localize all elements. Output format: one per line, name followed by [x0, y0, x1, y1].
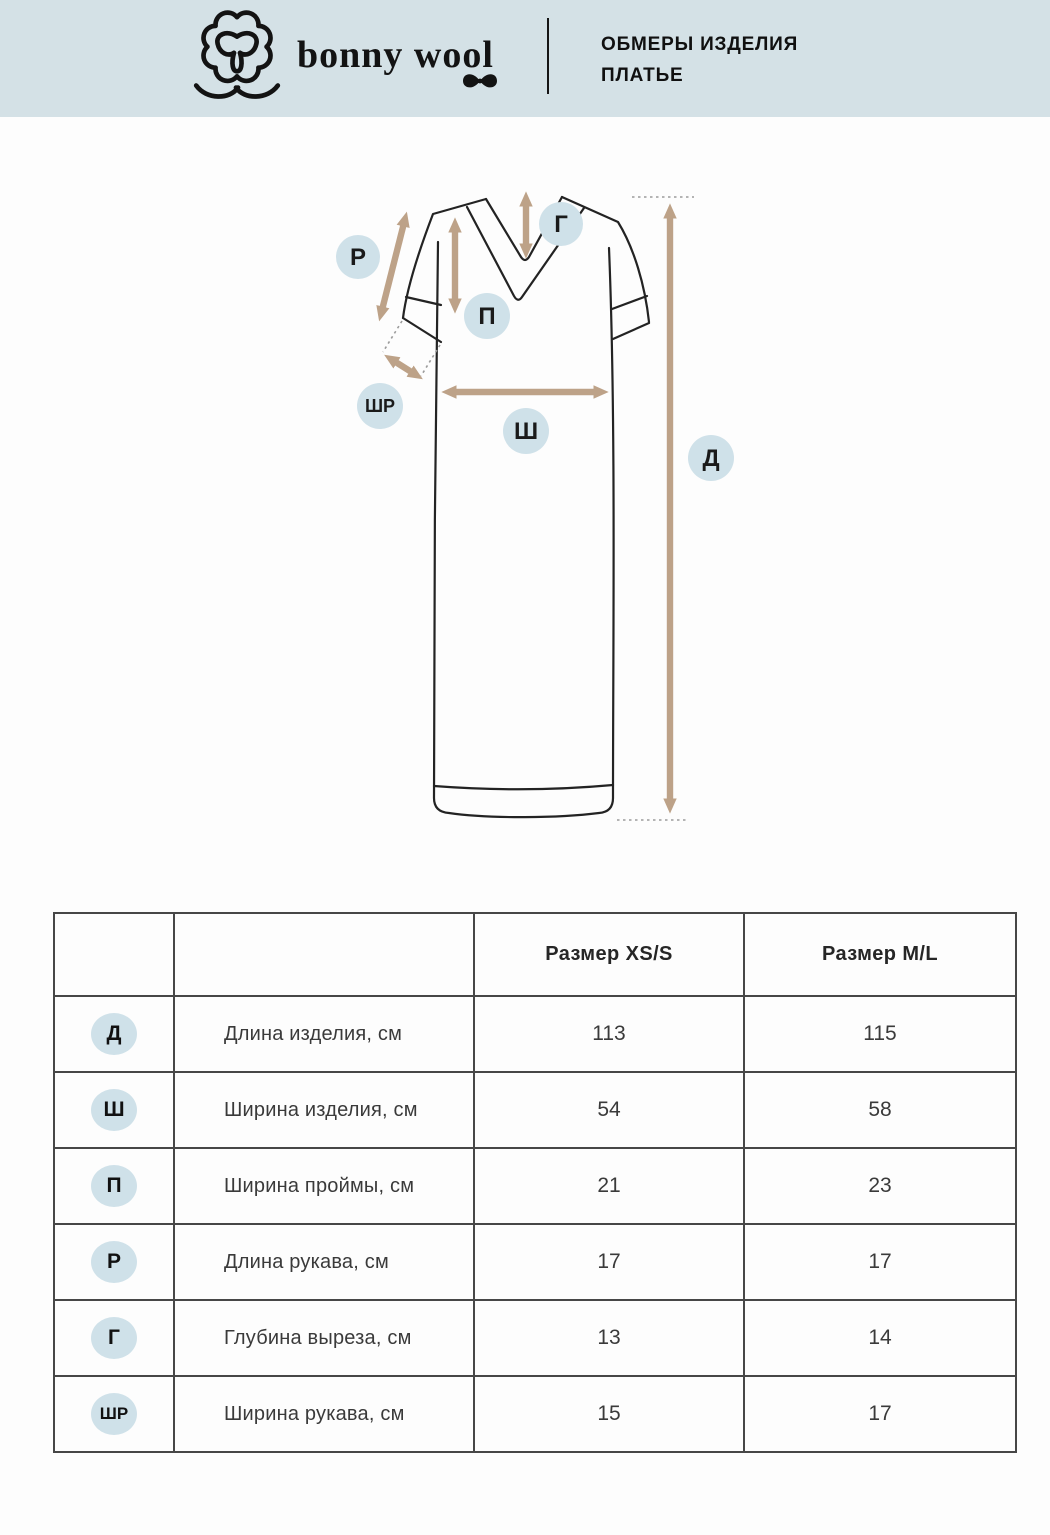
table-row — [54, 1300, 1016, 1376]
header-divider — [547, 18, 549, 94]
value-m-l: 23 — [744, 1148, 1016, 1224]
hem-band-line — [434, 785, 613, 789]
value-xs-s: 113 — [474, 996, 744, 1072]
value-xs-s: 17 — [474, 1224, 744, 1300]
table-row — [54, 996, 1016, 1072]
header-bar — [0, 0, 1050, 117]
value-m-l: 58 — [744, 1072, 1016, 1148]
letter-badge: ШР — [91, 1393, 137, 1435]
measurement-name: Длина изделия, см — [174, 996, 474, 1072]
dress-outline — [403, 197, 649, 817]
label-armhole: П — [478, 303, 496, 330]
header-cell-size-m-l: Размер M/L — [744, 913, 1016, 996]
label-neck-depth: Г — [554, 211, 568, 238]
table-row — [54, 1072, 1016, 1148]
value-m-l: 17 — [744, 1224, 1016, 1300]
label-sleeve-length: Р — [349, 244, 367, 271]
sheep-logo-icon — [186, 10, 288, 107]
size-table-header-row — [54, 913, 1016, 996]
page-title-line1: ОБМЕРЫ ИЗДЕЛИЯ — [601, 34, 799, 55]
value-m-l: 14 — [744, 1300, 1016, 1376]
table-row — [54, 1376, 1016, 1452]
measurement-name: Глубина выреза, см — [174, 1300, 474, 1376]
header-cell-size-xs-s: Размер XS/S — [474, 913, 744, 996]
value-xs-s: 15 — [474, 1376, 744, 1452]
header-cell-empty-letter — [54, 913, 174, 996]
page-title-line2: ПЛАТЬЕ — [601, 65, 684, 86]
letter-badge: Г — [91, 1317, 137, 1359]
letter-badge: П — [91, 1165, 137, 1207]
measurement-name: Ширина проймы, см — [174, 1148, 474, 1224]
label-sleeve-width: ШР — [364, 396, 396, 416]
letter-badge: Р — [91, 1241, 137, 1283]
size-table — [53, 912, 1017, 1453]
bow-icon — [461, 69, 499, 93]
header-cell-empty-name — [174, 913, 474, 996]
letter-badge: Ш — [91, 1089, 137, 1131]
letter-badge: Д — [91, 1013, 137, 1055]
value-xs-s: 13 — [474, 1300, 744, 1376]
table-row — [54, 1148, 1016, 1224]
measurement-name: Ширина рукава, см — [174, 1376, 474, 1452]
measurement-name: Ширина изделия, см — [174, 1072, 474, 1148]
measurement-name: Длина рукава, см — [174, 1224, 474, 1300]
sleeve-length-arrow — [382, 223, 404, 310]
label-chest-width: Ш — [513, 418, 539, 445]
value-xs-s: 21 — [474, 1148, 744, 1224]
label-length: Д — [702, 445, 720, 472]
sleeve-width-arrow — [394, 361, 413, 373]
value-xs-s: 54 — [474, 1072, 744, 1148]
table-row — [54, 1224, 1016, 1300]
dress-measurement-diagram — [0, 117, 1050, 910]
value-m-l: 115 — [744, 996, 1016, 1072]
page-title — [601, 29, 798, 91]
brand-name: bonny wool — [297, 34, 494, 76]
guide-lines — [383, 197, 694, 820]
value-m-l: 17 — [744, 1376, 1016, 1452]
